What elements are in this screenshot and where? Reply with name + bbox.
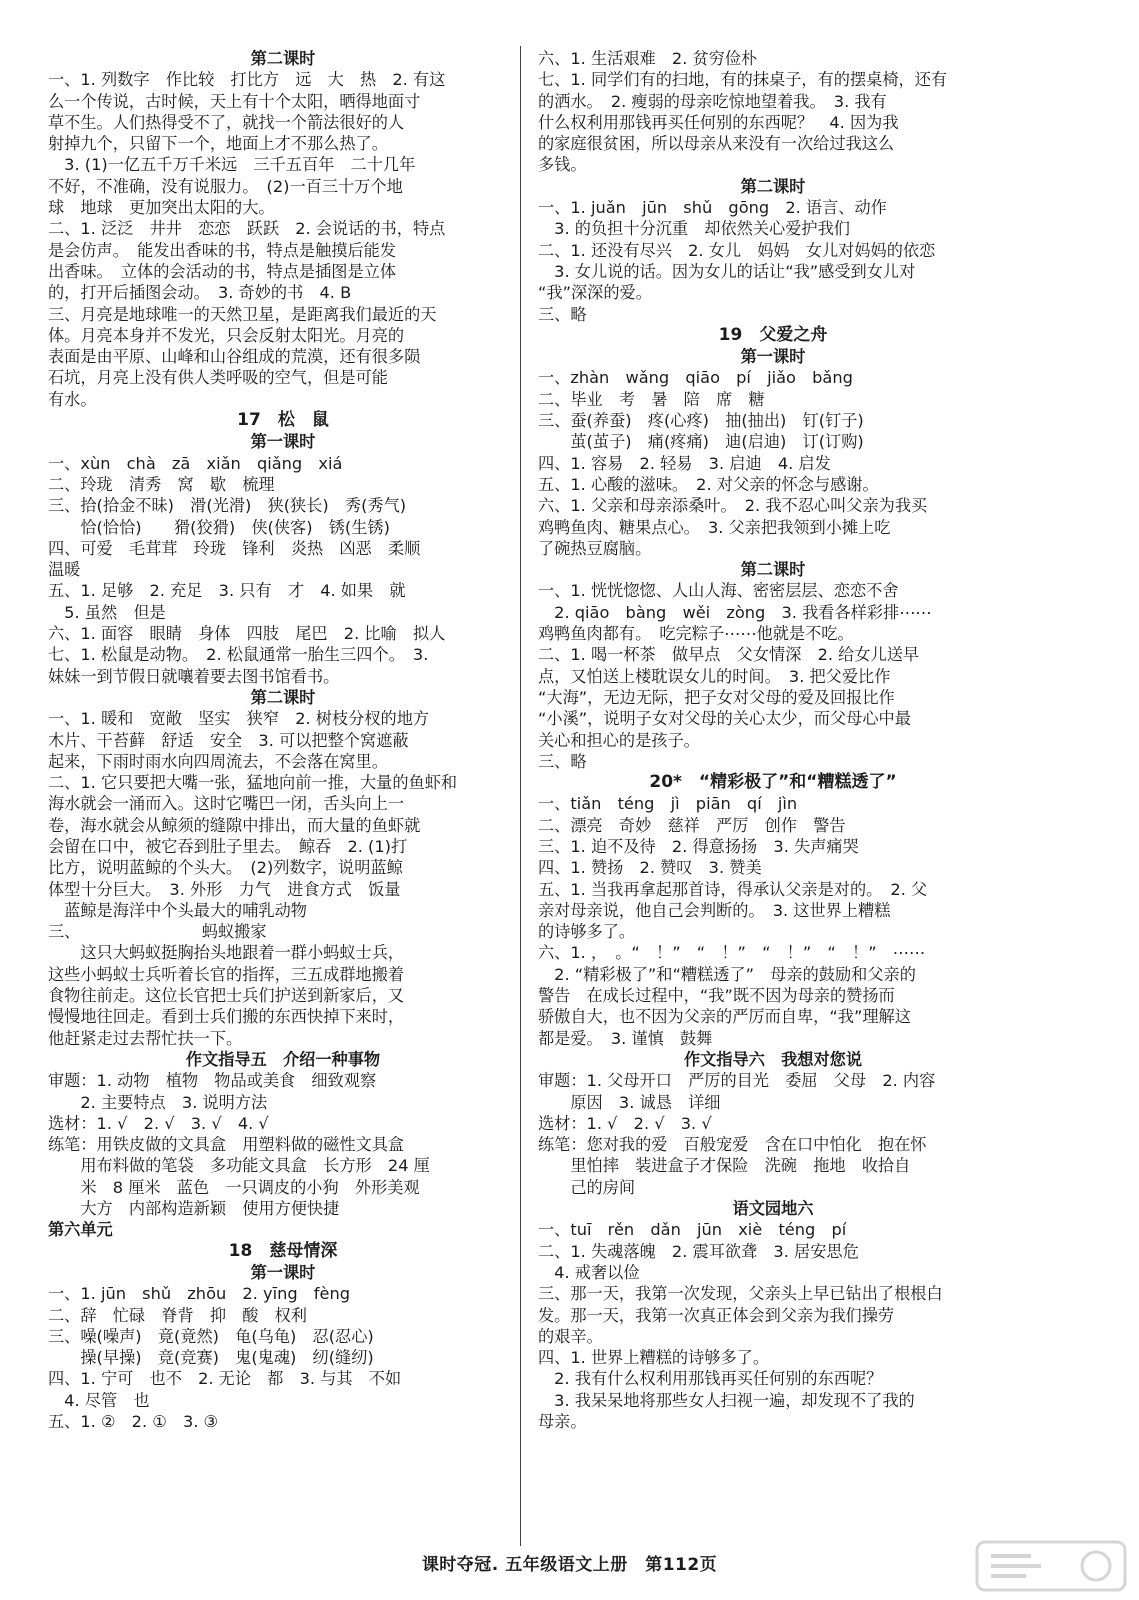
answer-line: 骄傲自大，也不因为父亲的严厉而自卑，“我”理解这: [538, 1007, 911, 1027]
answer-line: 发。那一天，我第一次真正体会到父亲为我们操劳: [538, 1305, 895, 1325]
answer-line: 一、1. 暖和 宽敞 坚实 狭窄 2. 树枝分杈的地方: [48, 709, 430, 729]
answer-line: 表面是由平原、山峰和山谷组成的荒漠，还有很多陨: [48, 347, 421, 367]
answer-line: 选材：1. √ 2. √ 3. √: [538, 1113, 712, 1133]
section-heading: 语文园地六: [732, 1199, 814, 1219]
answer-line: 起来，下雨时雨水向四周流去，不会落在窝里。: [48, 751, 388, 771]
answer-line: 的，打开后插图会动。 3. 奇妙的书 4. B: [48, 283, 352, 303]
answer-line: 的家庭很贫困，所以母亲从来没有一次给过我这么: [538, 134, 895, 154]
answer-line: 选材：1. √ 2. √ 3. √ 4. √: [48, 1113, 269, 1133]
answer-line: 米 8 厘米 蓝色 一只调皮的小狗 外形美观: [48, 1177, 420, 1197]
answer-line: 2. 我有什么权利用那钱再买任何别的东西呢？: [538, 1369, 883, 1389]
answer-line: 体型十分巨大。 3. 外形 力气 进食方式 饭量: [48, 879, 401, 899]
answer-line: 三、 蚂蚁搬家: [48, 922, 267, 942]
answer-line: 点，又怕送上楼耽误女儿的时间。 3. 把父爱比作: [538, 666, 891, 686]
answer-line: 六、1. ， 。“ ！” “ ！” “ ！” “ ！” ⋯⋯: [538, 943, 926, 963]
section-heading: 第一课时: [250, 1262, 316, 1282]
answer-line: 草不生。人们热得受不了，就找一个箭法很好的人: [48, 112, 405, 132]
answer-line: 球 地球 更加突出太阳的大。: [48, 198, 275, 218]
answer-line: 操(早操) 竞(竞赛) 鬼(鬼魂) 纫(缝纫): [48, 1348, 374, 1368]
answer-line: 一、1. juǎn jūn shǔ gōng 2. 语言、动作: [538, 198, 887, 218]
answer-line: 木片、干苔藓 舒适 安全 3. 可以把整个窝遮蔽: [48, 730, 409, 750]
answer-line: “小溪”，说明子女对父母的关心太少，而父母心中最: [538, 709, 911, 729]
answer-line: 食物往前走。这位长官把士兵们护送到新家后，又: [48, 986, 405, 1006]
answer-line: 的洒水。 2. 瘦弱的母亲吃惊地望着我。 3. 我有: [538, 91, 887, 111]
answer-line: 4. 戒奢以俭: [538, 1262, 640, 1282]
answer-line: 都是爱。 3. 谨慎 鼓舞: [538, 1028, 713, 1048]
section-heading: 第一课时: [250, 432, 316, 452]
answer-line: 六、1. 生活艰难 2. 贫穷俭朴: [538, 49, 758, 68]
answer-line: “大海”，无边无际，把子女对父母的爱及回报比作: [538, 687, 895, 707]
lesson-title: 20* “精彩极了”和“糟糕透了”: [649, 772, 897, 793]
answer-line: 练笔：用铁皮做的文具盒 用塑料做的磁性文具盒: [48, 1135, 405, 1155]
answer-line: 二、1. 还没有尽兴 2. 女儿 妈妈 女儿对妈妈的依恋: [538, 240, 936, 260]
section-heading: 第一课时: [740, 347, 806, 367]
answer-line: 慢慢地往回走。看到士兵们搬的东西快掉下来时，: [48, 1007, 405, 1027]
answer-line: 比方，说明蓝鲸的个头大。 (2)列数字，说明蓝鲸: [48, 858, 403, 878]
answer-line: 海水就会一涌而入。这时它嘴巴一闭，舌头向上一: [48, 794, 405, 814]
answer-line: 射掉九个，只留下一个，地面上才不那么热了。: [48, 134, 388, 154]
answer-line: 四、1. 赞扬 2. 赞叹 3. 赞美: [538, 858, 762, 878]
answer-line: 是会仿声。 能发出香味的书，特点是触摸后能发: [48, 240, 397, 260]
answer-line: 二、漂亮 奇妙 慈祥 严厉 创作 警告: [538, 815, 846, 835]
answer-line: 警告 在成长过程中，“我”既不因为母亲的赞扬而: [538, 986, 895, 1006]
lesson-title: 17 松 鼠: [237, 410, 329, 431]
answer-line: 3. 我呆呆地将那些女人扫视一遍，却发现不了我的: [538, 1390, 915, 1410]
left-column: [48, 48, 518, 1432]
answer-line: 一、1. 恍恍惚惚、人山人海、密密层层、恋恋不舍: [538, 581, 899, 601]
answer-line: 这些小蚂蚁士兵听着长官的指挥，三五成群地搬着: [48, 964, 405, 984]
answer-line: 会留在口中，被它吞到肚子里去。 鲸吞 2. (1)打: [48, 836, 408, 856]
answer-line: 温暖: [48, 560, 81, 580]
answer-line: 审题：1. 父母开口 严厉的目光 委屈 父母 2. 内容: [538, 1071, 936, 1091]
answer-line: 二、玲珑 清秀 窝 歇 梳理: [48, 474, 275, 494]
answer-line: 什么权利用那钱再买任何别的东西呢？ 4. 因为我: [538, 112, 899, 132]
answer-line: 一、xùn chà zā xiǎn qiǎng xiá: [48, 453, 343, 473]
answer-line: 2. 主要特点 3. 说明方法: [48, 1092, 268, 1112]
section-heading: 作文指导五 介绍一种事物: [185, 1049, 381, 1069]
answer-line: 茧(茧子) 痛(疼痛) 迪(启迪) 订(订购): [538, 432, 864, 452]
lesson-title: 18 慈母情深: [228, 1240, 338, 1261]
answer-line: 大方 内部构造新颖 使用方便快捷: [48, 1199, 340, 1219]
section-heading: 第二课时: [250, 49, 316, 68]
answer-line: 五、1. 足够 2. 充足 3. 只有 才 4. 如果 就: [48, 581, 406, 601]
answer-line: 这只大蚂蚁挺胸抬头地跟着一群小蚂蚁士兵，: [48, 943, 405, 963]
answer-line: 原因 3. 诚恳 详细: [538, 1092, 721, 1112]
answer-line: 恰(恰恰) 猾(狡猾) 侠(侠客) 锈(生锈): [48, 517, 390, 537]
answer-line: 一、tuī rěn dǎn jūn xiè téng pí: [538, 1220, 847, 1240]
answer-line: 4. 尽管 也: [48, 1390, 150, 1410]
answer-line: 了碗热豆腐脑。: [538, 538, 652, 558]
answer-line: 他赶紧走过去帮忙扶一下。: [48, 1028, 243, 1048]
answer-line: 三、月亮是地球唯一的天然卫星，是距离我们最近的天: [48, 304, 437, 324]
answer-line: 二、1. 它只要把大嘴一张，猛地向前一推，大量的鱼虾和: [48, 773, 458, 793]
answer-line: 鸡鸭鱼肉都有。 吃完粽子⋯⋯他就是不吃。: [538, 624, 854, 644]
answer-line: 三、略: [538, 304, 587, 324]
answer-line: 多钱。: [538, 155, 587, 175]
answer-line: 三、1. 迫不及待 2. 得意扬扬 3. 失声痛哭: [538, 836, 859, 856]
answer-line: 3. 女儿说的话。因为女儿的话让“我”感受到女儿对: [538, 261, 916, 281]
page-footer: 课时夺冠. 五年级语文上册 第112页: [421, 1555, 718, 1575]
answer-line: 五、1. ② 2. ① 3. ③: [48, 1412, 219, 1431]
answer-line: 三、那一天，我第一次发现，父亲头上早已钻出了根根白: [538, 1284, 943, 1304]
answer-line: 用布料做的笔袋 多功能文具盒 长方形 24 厘: [48, 1156, 430, 1176]
answer-line: 石坑，月亮上没有供人类呼吸的空气，但是可能: [48, 368, 388, 388]
answer-line: 审题：1. 动物 植物 物品或美食 细致观察: [48, 1071, 377, 1091]
answer-line: 亲对母亲说，他自己会判断的。 3. 这世界上糟糕: [538, 900, 891, 920]
answer-line: 一、1. jūn shǔ zhōu 2. yīng fèng: [48, 1284, 350, 1304]
right-column: [538, 48, 1008, 1432]
lesson-title: 19 父爱之舟: [718, 324, 828, 345]
section-heading: 第二课时: [250, 687, 316, 707]
answer-line: 的诗够多了。: [538, 922, 636, 942]
answer-line: 5. 虽然 但是: [48, 602, 166, 622]
answer-line: 练笔：您对我的爱 百般宠爱 含在口中怕化 抱在怀: [538, 1135, 927, 1155]
answer-line: 母亲。: [538, 1412, 587, 1431]
answer-line: 二、毕业 考 暑 陪 席 糖: [538, 389, 765, 409]
answer-line: 三、拾(拾金不昧) 滑(光滑) 狭(狭长) 秀(秀气): [48, 496, 407, 516]
answer-line: 六、1. 父亲和母亲添桑叶。 2. 我不忍心叫父亲为我买: [538, 496, 928, 516]
answer-line: 四、1. 容易 2. 轻易 3. 启迪 4. 启发: [538, 453, 831, 473]
answer-line: 三、蚕(养蚕) 疼(心疼) 抽(抽出) 钉(钉子): [538, 411, 864, 431]
watermark-logo-icon: [971, 1536, 1131, 1596]
answer-line: 么一个传说，古时候，天上有十个太阳，晒得地面寸: [48, 91, 421, 111]
answer-line: 2. “精彩极了”和“糟糕透了” 母亲的鼓励和父亲的: [538, 964, 916, 984]
answer-line: 有水。: [48, 389, 97, 409]
answer-line: 2. qiāo bàng wěi zòng 3. 我看各样彩排⋯⋯: [538, 602, 932, 622]
answer-line: 七、1. 松鼠是动物。 2. 松鼠通常一胎生三四个。 3.: [48, 645, 429, 665]
column-divider: [520, 46, 521, 1546]
answer-line: 四、1. 世界上糟糕的诗够多了。: [538, 1348, 770, 1368]
answer-line: 蓝鲸是海洋中个头最大的哺乳动物: [48, 900, 307, 920]
answer-line: 五、1. 心酸的滋味。 2. 对父亲的怀念与感谢。: [538, 474, 879, 494]
answer-line: 二、1. 喝一杯茶 做早点 父女情深 2. 给女儿送早: [538, 645, 920, 665]
answer-line: 关心和担心的是孩子。: [538, 730, 700, 750]
answer-line: 妹妹一到节假日就嚷着要去图书馆看书。: [48, 666, 340, 686]
answer-line: 一、zhàn wǎng qiāo pí jiǎo bǎng: [538, 368, 853, 388]
section-heading: 第二课时: [740, 560, 806, 580]
answer-line: 的艰辛。: [538, 1326, 603, 1346]
answer-line: 出香味。 立体的会活动的书，特点是插图是立体: [48, 261, 397, 281]
answer-line: 3. (1)一亿五千万千米远 三千五百年 二十几年: [48, 155, 416, 175]
answer-line: 卷，海水就会从鲸须的缝隙中排出，而大量的鱼虾就: [48, 815, 421, 835]
answer-line: 六、1. 面容 眼睛 身体 四肢 尾巴 2. 比喻 拟人: [48, 624, 446, 644]
answer-line: 五、1. 当我再拿起那首诗，得承认父亲是对的。 2. 父: [538, 879, 928, 899]
answer-line: 三、噪(噪声) 竟(竟然) 龟(乌龟) 忍(忍心): [48, 1326, 374, 1346]
answer-line: 不好，不准确，没有说服力。 (2)一百三十万个地: [48, 176, 403, 196]
section-heading: 作文指导六 我想对您说: [683, 1049, 863, 1069]
answer-line: 三、略: [538, 751, 587, 771]
answer-line: 二、1. 泛泛 井井 恋恋 跃跃 2. 会说话的书，特点: [48, 219, 446, 239]
answer-line: 体。月亮本身并不发光，只会反射太阳光。月亮的: [48, 325, 405, 345]
answer-line: 鸡鸭鱼肉、糖果点心。 3. 父亲把我领到小摊上吃: [538, 517, 891, 537]
unit-heading: 第六单元: [48, 1220, 113, 1240]
answer-line: 七、1. 同学们有的扫地，有的抹桌子，有的摆桌椅，还有: [538, 70, 948, 90]
answer-line: “我”深深的爱。: [538, 283, 652, 303]
answer-line: 3. 的负担十分沉重 却依然关心爱护我们: [538, 219, 850, 239]
answer-line: 里怕摔 装进盒子才保险 洗碗 拖地 收拾自: [538, 1156, 911, 1176]
answer-line: 四、1. 宁可 也不 2. 无论 都 3. 与其 不如: [48, 1369, 402, 1389]
section-heading: 第二课时: [740, 176, 806, 196]
answer-line: 二、1. 失魂落魄 2. 震耳欲聋 3. 居安思危: [538, 1241, 859, 1261]
answer-line: 一、tiǎn téng jì piān qí jìn: [538, 794, 798, 814]
answer-line: 二、辞 忙碌 脊背 抑 酸 权利: [48, 1305, 307, 1325]
answer-line: 己的房间: [538, 1177, 636, 1197]
answer-line: 一、1. 列数字 作比较 打比方 远 大 热 2. 有这: [48, 70, 446, 90]
answer-line: 四、可爱 毛茸茸 玲珑 锋利 炎热 凶恶 柔顺: [48, 538, 421, 558]
